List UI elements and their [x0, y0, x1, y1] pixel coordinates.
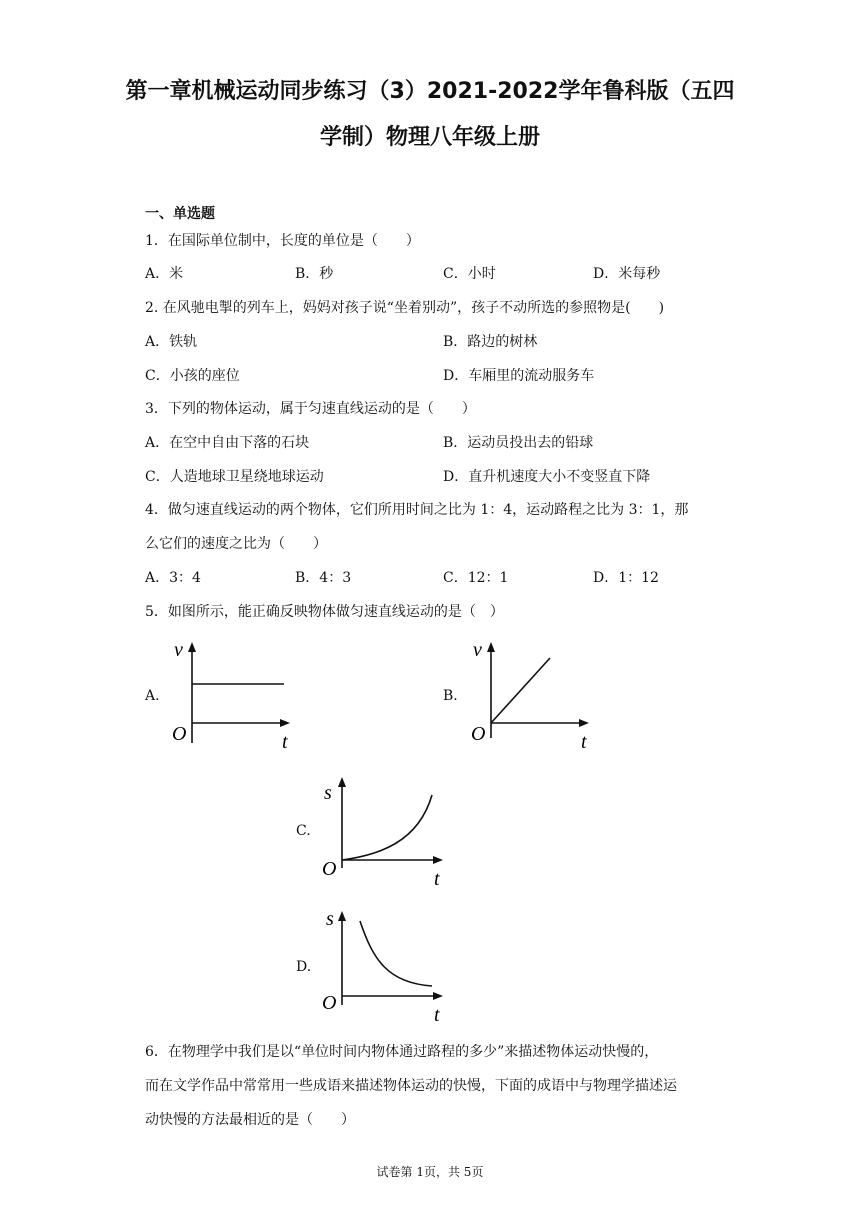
q1-option-d: D．米每秒: [593, 266, 661, 282]
page-title-line1: 第一章机械运动同步练习（3）2021-2022学年鲁科版（五四: [125, 79, 735, 104]
question-4-stem-line1: 4．做匀速直线运动的两个物体，它们所用时间之比为 1：4，运动路程之比为 3：1，那: [145, 502, 689, 518]
q5-graph-a: [168, 638, 298, 753]
q5-option-a-label: A.: [145, 688, 160, 704]
q5-option-b-label: B.: [443, 688, 458, 704]
q5-graph-c-x-label: t: [434, 868, 440, 890]
q1-option-a: A．米: [145, 266, 184, 282]
q5-graph-d-origin: O: [322, 992, 337, 1014]
q4-option-a: A．3：4: [145, 570, 201, 586]
q4-option-c: C．12：1: [443, 570, 509, 586]
question-5-stem: 5．如图所示，能正确反映物体做匀速直线运动的是（ ）: [145, 604, 504, 620]
q4-option-d: D．1：12: [593, 570, 659, 586]
q4-option-b: B．4：3: [295, 570, 352, 586]
q5-graph-c-curve: [342, 795, 432, 860]
question-2-stem: 2. 在风驰电掣的列车上，妈妈对孩子说“坐着别动”，孩子不动所选的参照物是( ): [145, 300, 665, 316]
q5-option-d-label: D.: [296, 959, 312, 975]
q5-graph-b-x-label: t: [581, 731, 587, 753]
q5-graph-a-origin: O: [172, 723, 187, 745]
q3-option-a: A．在空中自由下落的石块: [145, 435, 310, 451]
question-6-stem-line1: 6．在物理学中我们是以“单位时间内物体通过路程的多少”来描述物体运动快慢的，: [145, 1044, 659, 1060]
q5-graph-d-y-label: s: [326, 908, 334, 930]
question-6-stem-line3: 动快慢的方法最相近的是（ ）: [145, 1112, 355, 1128]
q5-graph-d-x-label: t: [434, 1004, 440, 1026]
q5-graph-b: [467, 638, 597, 753]
q5-graph-b-curve: [491, 658, 550, 723]
section-heading: 一、单选题: [145, 206, 215, 222]
page-footer: 试卷第 1页，共 5页: [376, 1165, 484, 1179]
question-4-stem-line2: 么它们的速度之比为（ ）: [145, 536, 327, 552]
q2-option-a: A．铁轨: [145, 334, 198, 350]
question-6-stem-line2: 而在文学作品中常常用一些成语来描述物体运动的快慢，下面的成语中与物理学描述运: [145, 1078, 677, 1094]
q2-option-b: B．路边的树林: [443, 334, 538, 350]
question-1-stem: 1．在国际单位制中，长度的单位是（ ）: [145, 233, 420, 249]
q5-graph-c-origin: O: [322, 858, 337, 880]
q3-option-d: D．直升机速度大小不变竖直下降: [443, 469, 651, 485]
q5-graph-d-curve: [360, 921, 432, 986]
q5-option-c-label: C.: [296, 823, 311, 839]
q3-option-c: C．人造地球卫星绕地球运动: [145, 469, 324, 485]
question-3-stem: 3．下列的物体运动，属于匀速直线运动的是（ ）: [145, 401, 476, 417]
q5-graph-a-y-label: v: [174, 639, 183, 661]
q5-graph-c-y-label: s: [324, 782, 332, 804]
page-title-line2: 学制）物理八年级上册: [319, 125, 540, 150]
q2-option-c: C．小孩的座位: [145, 368, 240, 384]
q5-graph-c: [318, 773, 448, 888]
q3-option-b: B．运动员投出去的铅球: [443, 435, 594, 451]
q5-graph-b-y-label: v: [473, 639, 482, 661]
q2-option-d: D．车厢里的流动服务车: [443, 368, 595, 384]
q1-option-b: B．秒: [295, 266, 334, 282]
q5-graph-b-origin: O: [471, 723, 486, 745]
q1-option-c: C．小时: [443, 266, 496, 282]
q5-graph-d: [318, 905, 448, 1025]
q5-graph-a-x-label: t: [282, 731, 288, 753]
